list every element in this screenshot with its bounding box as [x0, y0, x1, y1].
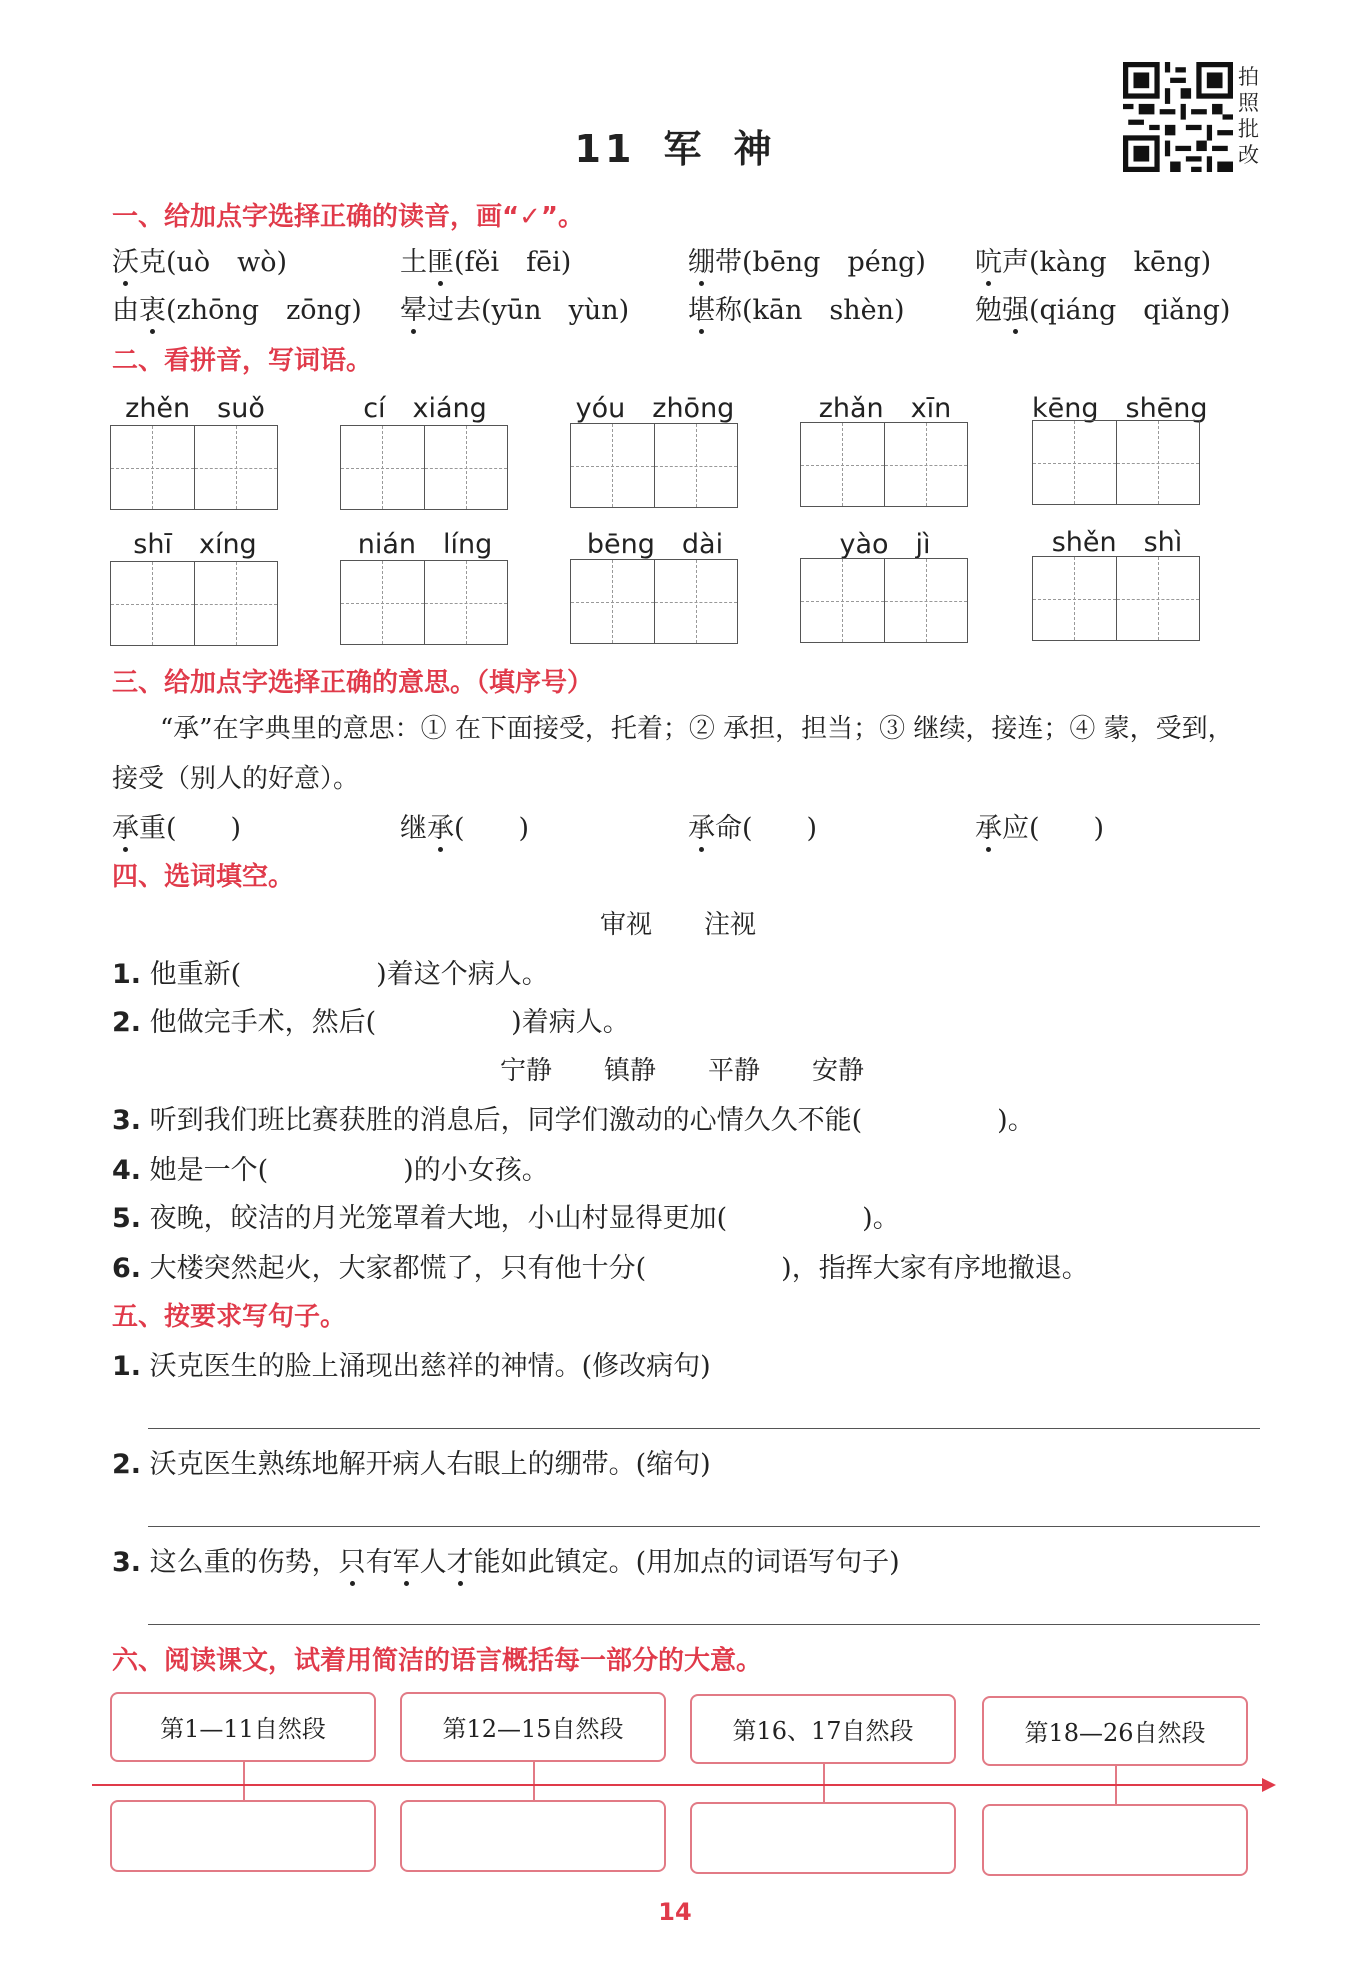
section-4-heading: 四、选词填空。	[112, 862, 295, 892]
s5-question: 3. 这么重的伤势，只有军人才能如此镇定。(用加点的词语写句子)	[112, 1547, 900, 1578]
answer-line[interactable]	[148, 1624, 1260, 1625]
page-number: 14	[658, 1898, 692, 1926]
s5-question: 2. 沃克医生熟练地解开病人右眼上的绷带。(缩句)	[112, 1449, 711, 1480]
summary-answer-box[interactable]	[690, 1802, 956, 1874]
s4-question: 2. 他做完手术，然后( )着病人。	[112, 1007, 630, 1038]
pinyin-label: kēng shēng	[1032, 393, 1208, 424]
s4-question: 1. 他重新( )着这个病人。	[112, 959, 549, 990]
s1-item: 绷带(bēng péng)	[688, 247, 926, 278]
word-choices: 审视 注视	[600, 910, 757, 940]
pinyin-label: yào jì	[839, 529, 931, 560]
definition-line: 接受（别人的好意）。	[112, 764, 360, 794]
section-3-heading: 三、给加点字选择正确的意思。（填序号）	[112, 668, 594, 698]
paragraph-range-box: 第16、17自然段	[690, 1694, 956, 1764]
connector-line	[823, 1764, 825, 1802]
s1-item: 晕过去(yūn yùn)	[400, 295, 630, 326]
s5-question: 1. 沃克医生的脸上涌现出慈祥的神情。(修改病句)	[112, 1351, 711, 1382]
s4-question: 4. 她是一个( )的小女孩。	[112, 1155, 549, 1186]
section-6-heading: 六、阅读课文，试着用简洁的语言概括每一部分的大意。	[112, 1646, 763, 1676]
pinyin-label: shī xíng	[133, 529, 257, 560]
connector-line	[533, 1762, 535, 1800]
pinyin-label: zhěn suǒ	[125, 393, 265, 424]
word-choices: 宁静 镇静 平静 安静	[500, 1056, 865, 1086]
tian-zi-grid[interactable]	[110, 425, 278, 510]
qr-label: 拍照批改	[1238, 65, 1259, 167]
qr-code-icon[interactable]	[1123, 62, 1233, 172]
answer-line[interactable]	[148, 1526, 1260, 1527]
answer-line[interactable]	[148, 1428, 1260, 1429]
tian-zi-grid[interactable]	[570, 423, 738, 508]
summary-answer-box[interactable]	[400, 1800, 666, 1872]
tian-zi-grid[interactable]	[1032, 556, 1200, 641]
arrow-right-icon	[1262, 1778, 1276, 1792]
pinyin-label: nián líng	[357, 529, 493, 560]
s4-question: 5. 夜晚，皎洁的月光笼罩着大地，小山村显得更加( )。	[112, 1203, 900, 1234]
tian-zi-grid[interactable]	[570, 559, 738, 644]
s1-item: 吭声(kàng kēng)	[975, 247, 1212, 278]
summary-answer-box[interactable]	[982, 1804, 1248, 1876]
s1-item: 堪称(kān shèn)	[688, 295, 905, 326]
section-1-heading: 一、给加点字选择正确的读音，画“✓”。	[112, 202, 584, 232]
tian-zi-grid[interactable]	[800, 422, 968, 507]
s3-word: 承重( )	[112, 813, 242, 844]
section-5-heading: 五、按要求写句子。	[112, 1302, 347, 1332]
tian-zi-grid[interactable]	[340, 425, 508, 510]
paragraph-range-box: 第12—15自然段	[400, 1692, 666, 1762]
pinyin-label: yóu zhōng	[575, 393, 735, 424]
tian-zi-grid[interactable]	[1032, 420, 1200, 505]
tian-zi-grid[interactable]	[800, 558, 968, 643]
s1-item: 由衷(zhōng zōng)	[112, 295, 362, 326]
pinyin-label: zhǎn xīn	[818, 393, 952, 424]
page-title: 11 军 神	[574, 127, 776, 171]
tian-zi-grid[interactable]	[340, 560, 508, 645]
s4-question: 6. 大楼突然起火，大家都慌了，只有他十分( )，指挥大家有序地撤退。	[112, 1253, 1089, 1284]
s1-item: 土匪(fěi fēi)	[400, 247, 572, 278]
s4-question: 3. 听到我们班比赛获胜的消息后，同学们激动的心情久久不能( )。	[112, 1105, 1035, 1136]
paragraph-range-box: 第18—26自然段	[982, 1696, 1248, 1766]
s1-item: 勉强(qiáng qiǎng)	[975, 295, 1231, 326]
definition-line: “承”在字典里的意思：① 在下面接受，托着；② 承担，担当；③ 继续，接连；④ 蒙，受到，	[160, 714, 1234, 744]
paragraph-range-box: 第1—11自然段	[110, 1692, 376, 1762]
s1-item: 沃克(uò wò)	[112, 247, 288, 278]
pinyin-label: bēng dài	[586, 529, 724, 560]
tian-zi-grid[interactable]	[110, 561, 278, 646]
section-2-heading: 二、看拼音，写词语。	[112, 346, 373, 376]
s3-word: 承命( )	[688, 813, 818, 844]
s3-word: 继承( )	[400, 813, 530, 844]
summary-answer-box[interactable]	[110, 1800, 376, 1872]
s3-word: 承应( )	[975, 813, 1105, 844]
timeline-line	[92, 1784, 1264, 1786]
pinyin-label: shěn shì	[1051, 527, 1183, 558]
connector-line	[243, 1762, 245, 1800]
pinyin-label: cí xiáng	[363, 393, 487, 424]
